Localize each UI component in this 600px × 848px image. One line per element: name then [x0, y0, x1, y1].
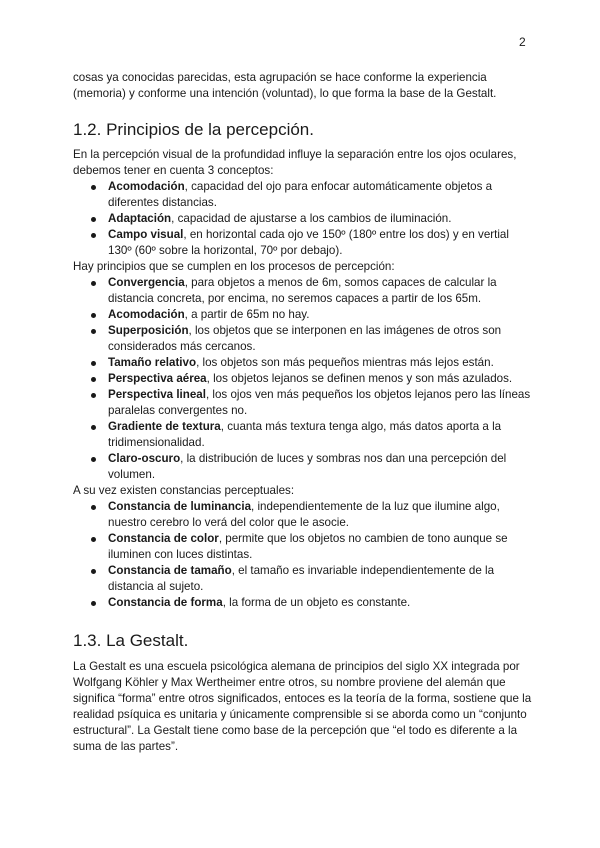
list-item	[108, 179, 533, 211]
list-item	[108, 275, 533, 307]
list-item-term: Constancia de forma	[108, 596, 223, 609]
list-item-desc: , los ojos ven más pequeños los objetos lejanos pero las líneas paralelas convergentes no.	[108, 388, 531, 417]
list-item-term: Perspectiva aérea	[108, 372, 207, 385]
list-item-term: Perspectiva lineal	[108, 388, 206, 401]
list-item-desc: , para objetos a menos de 6m, somos capaces de calcular la distancia concreta, por encima, no seremos capaces a partir de los 65m.	[108, 276, 497, 305]
list-item	[108, 531, 533, 563]
section-heading-gestalt: 1.3. La Gestalt.	[73, 631, 189, 650]
list-item-desc: , los objetos lejanos se definen menos y son más azulados.	[206, 372, 513, 385]
page-content	[73, 70, 533, 755]
list-item-desc: , capacidad de ajustarse a los cambios de iluminación.	[171, 212, 452, 225]
list-item	[108, 307, 533, 323]
list-item-desc: , capacidad del ojo para enfocar automáticamente objetos a diferentes distancias.	[108, 180, 493, 209]
list-item-desc: , cuanta más textura tenga algo, más datos aporta a la tridimensionalidad.	[108, 420, 502, 449]
list-item-term: Constancia de color	[108, 532, 219, 545]
principles-list	[73, 275, 533, 483]
concepts-list	[73, 179, 533, 259]
list-item	[108, 227, 533, 259]
list-item-term: Adaptación	[108, 212, 172, 225]
list-item-desc: , la forma de un objeto es constante.	[222, 596, 411, 609]
list-item-term: Claro-oscuro	[108, 452, 181, 465]
list-item	[108, 355, 533, 371]
list-item-term: Superposición	[108, 324, 189, 337]
list-item	[108, 323, 533, 355]
list-item-term: Constancia de tamaño	[108, 564, 232, 577]
list-item	[108, 371, 533, 387]
gestalt-paragraph: La Gestalt es una escuela psicológica alemana de principios del siglo XX integrada por Wolfgang Köhler y Max Wertheimer entre otros, su nombre proviene del alemán que significa “forma” entre otros significados, entoces es la teoría de la forma, sostiene que la realidad psíquica es unitaria y únicamente comprensible si se aborda como un “conjunto estructural”. La Gestalt tiene como base de la percepción que “el todo es diferente a la suma de las partes”.	[73, 660, 532, 753]
section-heading-principios: 1.2. Principios de la percepción.	[73, 120, 314, 139]
list-item-term: Acomodación	[108, 308, 185, 321]
list-item	[108, 211, 533, 227]
principios-intro: En la percepción visual de la profundidad influye la separación entre los ojos oculares, debemos tener en cuenta 3 conceptos:	[73, 148, 517, 177]
list-item-desc: , permite que los objetos no cambien de tono aunque se iluminen con luces distintas.	[108, 532, 508, 561]
list-item	[108, 451, 533, 483]
list-item-term: Acomodación	[108, 180, 185, 193]
list-item-desc: , el tamaño es invariable independientemente de la distancia al sujeto.	[108, 564, 495, 593]
list-item-desc: , en horizontal cada ojo ve 150º (180º entre los dos) y en vertial 130º (60º sobre la horizontal, 70º por debajo).	[108, 228, 509, 257]
list-item	[108, 595, 533, 611]
page-number: 2	[519, 35, 526, 49]
list-item	[108, 563, 533, 595]
principles-intro: Hay principios que se cumplen en los procesos de percepción:	[73, 260, 395, 273]
list-item	[108, 419, 533, 451]
list-item-term: Gradiente de textura	[108, 420, 221, 433]
constancies-list	[73, 499, 533, 611]
list-item-term: Constancia de luminancia	[108, 500, 252, 513]
constancies-intro: A su vez existen constancias perceptuales:	[73, 484, 295, 497]
list-item-desc: , independientemente de la luz que ilumine algo, nuestro cerebro lo verá del color que le asocie.	[108, 500, 500, 529]
list-item-term: Tamaño relativo	[108, 356, 197, 369]
list-item-term: Campo visual	[108, 228, 184, 241]
list-item-desc: , la distribución de luces y sombras nos dan una percepción del volumen.	[108, 452, 507, 481]
intro-paragraph: cosas ya conocidas parecidas, esta agrupación se hace conforme la experiencia (memoria) y conforme una intención (voluntad), lo que forma la base de la Gestalt.	[73, 71, 497, 100]
list-item-term: Convergencia	[108, 276, 185, 289]
list-item-desc: , a partir de 65m no hay.	[184, 308, 310, 321]
list-item-desc: , los objetos que se interponen en las imágenes de otros son considerados más cercanos.	[108, 324, 502, 353]
list-item-desc: , los objetos son más pequeños mientras más lejos están.	[196, 356, 494, 369]
list-item	[108, 387, 533, 419]
list-item	[108, 499, 533, 531]
